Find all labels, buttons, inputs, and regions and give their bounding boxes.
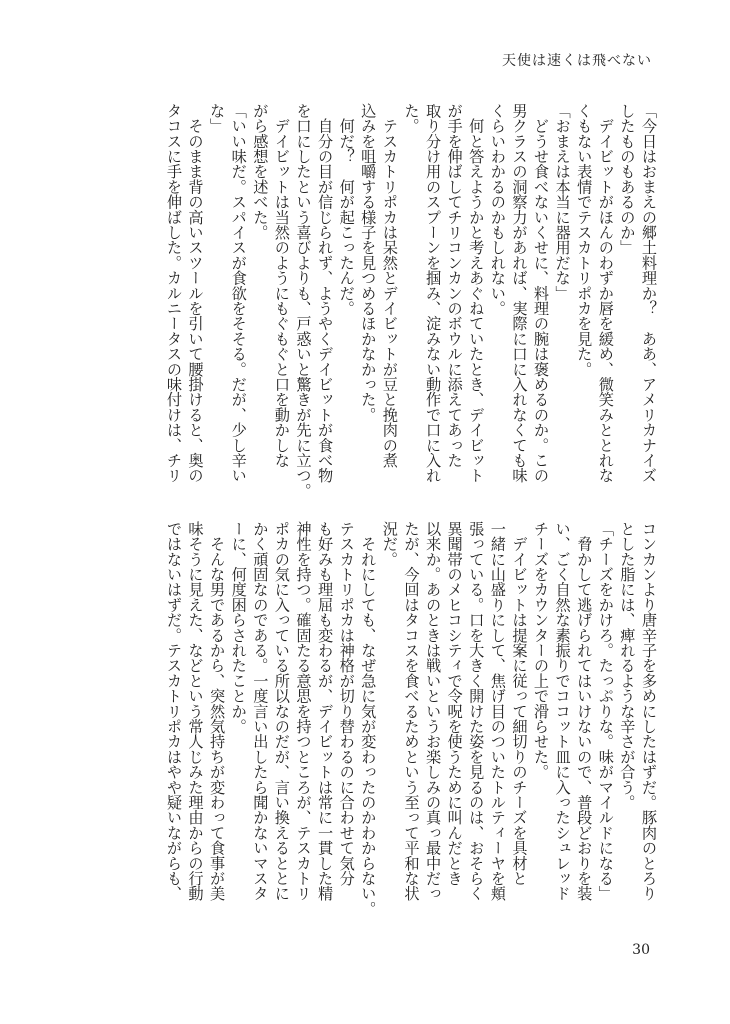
text-line: コンカンより唐辛子を多めにしたはずだ。豚肉のとろり — [640, 521, 658, 901]
text-line: た。 — [402, 103, 421, 134]
text-line: 「おまえは本当に器用だな」 — [553, 103, 572, 301]
text-block-top — [159, 103, 659, 503]
running-header: 天使は速くは飛べない — [502, 53, 652, 69]
text-line: それにしても、なぜ急に気が変わったのかわからない。 — [359, 521, 378, 917]
text-line: テスカトリポカは呆然とデイビットが豆と挽肉の煮 — [380, 103, 399, 468]
text-line: 味そうに見えた、などという常人じみた理由からの行動 — [186, 521, 205, 901]
text-line: 「いい味だ。スパイスが食欲をそそる。だが、少し辛い — [229, 103, 248, 483]
text-line: デイビットは提案に従って細切りのチーズを具材と — [510, 521, 529, 886]
text-line: くらいわかるのかもしれない。 — [488, 103, 507, 316]
text-block-bottom — [159, 521, 659, 921]
text-line: 況だ。 — [380, 521, 399, 567]
text-line: したものもあるのか」 — [618, 103, 637, 255]
text-line: 神性を持つ。確固たる意思を持つところが、テスカトリ — [294, 521, 313, 901]
text-line: 何と答えようかと考えあぐねていたとき、デイビット — [467, 103, 486, 483]
page-number: 30 — [632, 942, 650, 958]
text-line: 自分の目が信じられず、ようやくデイビットが食べ物 — [316, 103, 335, 483]
text-line: 以来か。あのときは戦いというお楽しみの真っ最中だっ — [424, 521, 443, 901]
text-line: かく頑固なのである。一度言い出したら聞かないマスタ — [251, 521, 270, 901]
text-line: ーに、何度困らされたことか。 — [229, 521, 248, 734]
text-line: 「チーズをかけろ。たっぷりな。味がマイルドになる」 — [596, 521, 615, 901]
text-line: い、ごく自然な素振りでココット皿に入ったシュレッド — [553, 521, 572, 901]
text-line: 男クラスの洞察力があれば、実際に口に入れなくても味 — [510, 103, 529, 483]
text-line: も好みも理屈も変わるが、デイビットは常に一貫した精 — [316, 521, 335, 901]
text-line: が手を伸ばしてチリコンカンのボウルに添えてあった — [445, 103, 464, 468]
text-line: とした脂には、痺れるような辛さが合う。 — [618, 521, 637, 810]
text-line: がら感想を述べた。 — [251, 103, 270, 240]
text-line: を口にしたという喜びよりも、戸惑いと驚きが先に立つ。 — [294, 103, 313, 499]
text-line: どうせ食べないくせに、料理の腕は褒めるのか。この — [532, 103, 551, 483]
text-line: 張っている。口を大きく開けた姿を見るのは、おそらく — [467, 521, 486, 901]
text-line: タコスに手を伸ばした。カルニータスの味付けは、チリ — [164, 103, 183, 483]
text-line: 何だ？ 何が起こったんだ。 — [337, 103, 356, 316]
text-line: そのまま背の高いスツールを引いて腰掛けると、奥の — [186, 103, 205, 483]
text-line: 取り分け用のスプーンを掴み、淀みない動作で口に入れ — [424, 103, 443, 483]
text-line: な」 — [208, 103, 227, 134]
text-line: デイビットは当然のようにもぐもぐと口を動かしな — [272, 103, 291, 468]
text-line: ではないはずだ。テスカトリポカはやや疑いながらも、 — [164, 521, 183, 901]
text-line: ポカの気に入っている所以なのだが、言い換えるととに — [272, 521, 291, 901]
text-line: デイビットがほんのわずか唇を緩め、微笑みととれな — [596, 103, 615, 483]
text-line: そんな男であるから、突然気持ちが変わって食事が美 — [208, 521, 227, 901]
text-line: 脅かして逃げられてはいけないので、普段どおりを装 — [575, 521, 594, 901]
text-line: チーズをカウンターの上で滑らせた。 — [532, 521, 551, 780]
text-line: テスカトリポカは神格が切り替わるのに合わせて気分 — [337, 521, 356, 886]
text-line: くもない表情でテスカトリポカを見た。 — [575, 103, 594, 377]
text-line: 一緒に山盛りにして、焦げ目のついたトルティーヤを頬 — [488, 521, 507, 901]
text-line: たが、今回はタコスを食べるためという至って平和な状 — [402, 521, 421, 901]
text-line: 「今日はおまえの郷土料理か？ ああ、アメリカナイズ — [640, 103, 658, 483]
text-line: 異聞帯のメヒコシティで令呪を使うために叫んだとき — [445, 521, 464, 886]
text-line: 込みを咀嚼する様子を見つめるほかなかった。 — [359, 103, 378, 423]
